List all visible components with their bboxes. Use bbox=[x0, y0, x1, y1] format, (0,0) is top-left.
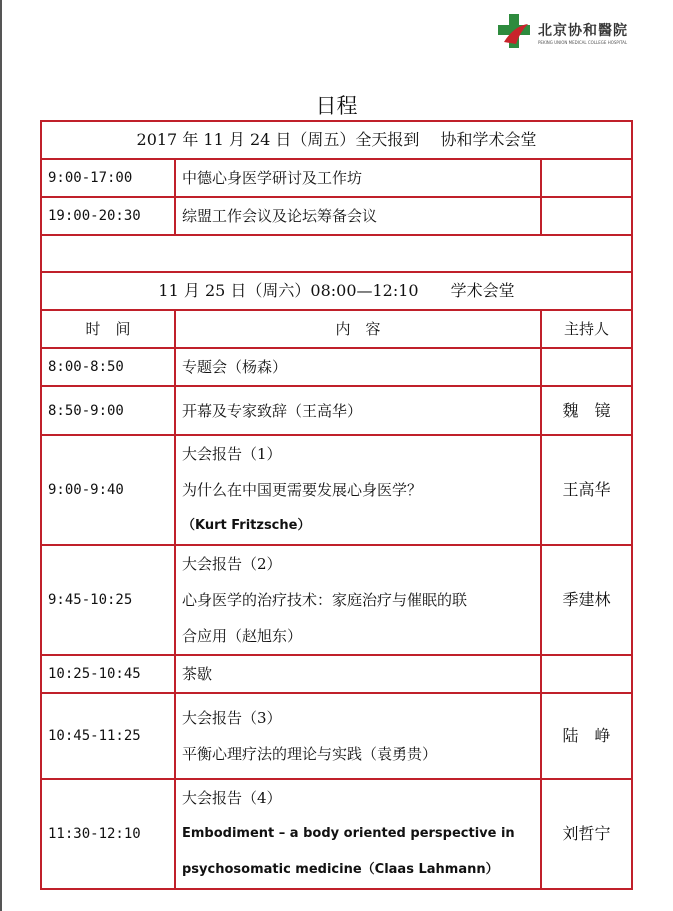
content-line: psychosomatic medicine（Claas Lahmann） bbox=[182, 862, 499, 877]
table-row bbox=[41, 545, 632, 655]
day2-banner-row bbox=[41, 272, 632, 310]
schedule-table bbox=[40, 120, 633, 890]
content-cell: 综盟工作会议及论坛筹备会议 bbox=[175, 197, 541, 235]
content-cell bbox=[175, 693, 541, 779]
time-cell: 8:50-9:00 bbox=[41, 386, 175, 435]
table-row bbox=[41, 159, 632, 197]
day1-banner-row bbox=[41, 121, 632, 159]
time-cell: 10:25-10:45 bbox=[41, 655, 175, 693]
content-line: 大会报告（3） bbox=[182, 709, 282, 727]
logo-name: 北京协和醫院 bbox=[538, 23, 628, 39]
day2-banner: 11 月 25 日（周六）08:00—12:10 学术会堂 bbox=[41, 272, 632, 310]
header-row bbox=[41, 310, 632, 348]
table-row bbox=[41, 197, 632, 235]
time-cell: 10:45-11:25 bbox=[41, 693, 175, 779]
content-cell bbox=[175, 779, 541, 889]
host-cell: 魏 镜 bbox=[541, 386, 632, 435]
page-title: 日程 bbox=[315, 94, 358, 118]
content-cell bbox=[175, 435, 541, 545]
table-row bbox=[41, 435, 632, 545]
content-line: 开幕及专家致辞（王高华） bbox=[182, 401, 363, 420]
content-line: 大会报告（2） bbox=[182, 555, 282, 573]
time-cell: 9:45-10:25 bbox=[41, 545, 175, 655]
cross-logo-icon bbox=[496, 12, 534, 52]
table-row bbox=[41, 386, 632, 435]
content-line: 合应用（赵旭东） bbox=[182, 627, 303, 645]
content-line: Embodiment – a body oriented perspective in bbox=[182, 826, 515, 841]
spacer-row bbox=[41, 235, 632, 272]
hospital-logo bbox=[496, 12, 636, 52]
content-cell: 中德心身医学研讨及工作坊 bbox=[175, 159, 541, 197]
content-line: 心身医学的治疗技术：家庭治疗与催眠的联 bbox=[182, 591, 468, 609]
content-line: 茶歇 bbox=[182, 665, 213, 683]
time-cell: 11:30-12:10 bbox=[41, 779, 175, 889]
spacer-cell bbox=[41, 235, 632, 272]
page-edge bbox=[0, 0, 2, 911]
host-cell bbox=[541, 655, 632, 693]
host-cell: 陆 峥 bbox=[541, 693, 632, 779]
content-line: 大会报告（1） bbox=[182, 445, 282, 463]
content-line: 专题会（杨森） bbox=[182, 358, 288, 376]
column-header-content: 内 容 bbox=[175, 310, 541, 348]
content-line: 大会报告（4） bbox=[182, 789, 282, 807]
host-cell bbox=[541, 197, 632, 235]
content-cell bbox=[175, 386, 541, 435]
time-cell: 9:00-9:40 bbox=[41, 435, 175, 545]
content-cell bbox=[175, 348, 541, 386]
content-line: 平衡心理疗法的理论与实践（袁勇贵） bbox=[182, 745, 438, 763]
host-cell: 刘哲宁 bbox=[541, 779, 632, 889]
content-cell bbox=[175, 655, 541, 693]
time-cell: 9:00-17:00 bbox=[41, 159, 175, 197]
table-row bbox=[41, 779, 632, 889]
table-row bbox=[41, 655, 632, 693]
content-cell bbox=[175, 545, 541, 655]
column-header-time: 时 间 bbox=[41, 310, 175, 348]
table-row bbox=[41, 348, 632, 386]
column-header-host: 主持人 bbox=[541, 310, 632, 348]
table-row bbox=[41, 693, 632, 779]
content-line: （Kurt Fritzsche） bbox=[182, 518, 311, 533]
time-cell: 8:00-8:50 bbox=[41, 348, 175, 386]
content-line: 为什么在中国更需要发展心身医学？ bbox=[182, 481, 423, 499]
logo-subtitle: PEKING UNION MEDICAL COLLEGE HOSPITAL bbox=[538, 40, 628, 45]
day1-banner: 2017 年 11 月 24 日（周五）全天报到 协和学术会堂 bbox=[41, 121, 632, 159]
host-cell bbox=[541, 348, 632, 386]
host-cell: 王高华 bbox=[541, 435, 632, 545]
host-cell bbox=[541, 159, 632, 197]
time-cell: 19:00-20:30 bbox=[41, 197, 175, 235]
host-cell: 季建林 bbox=[541, 545, 632, 655]
